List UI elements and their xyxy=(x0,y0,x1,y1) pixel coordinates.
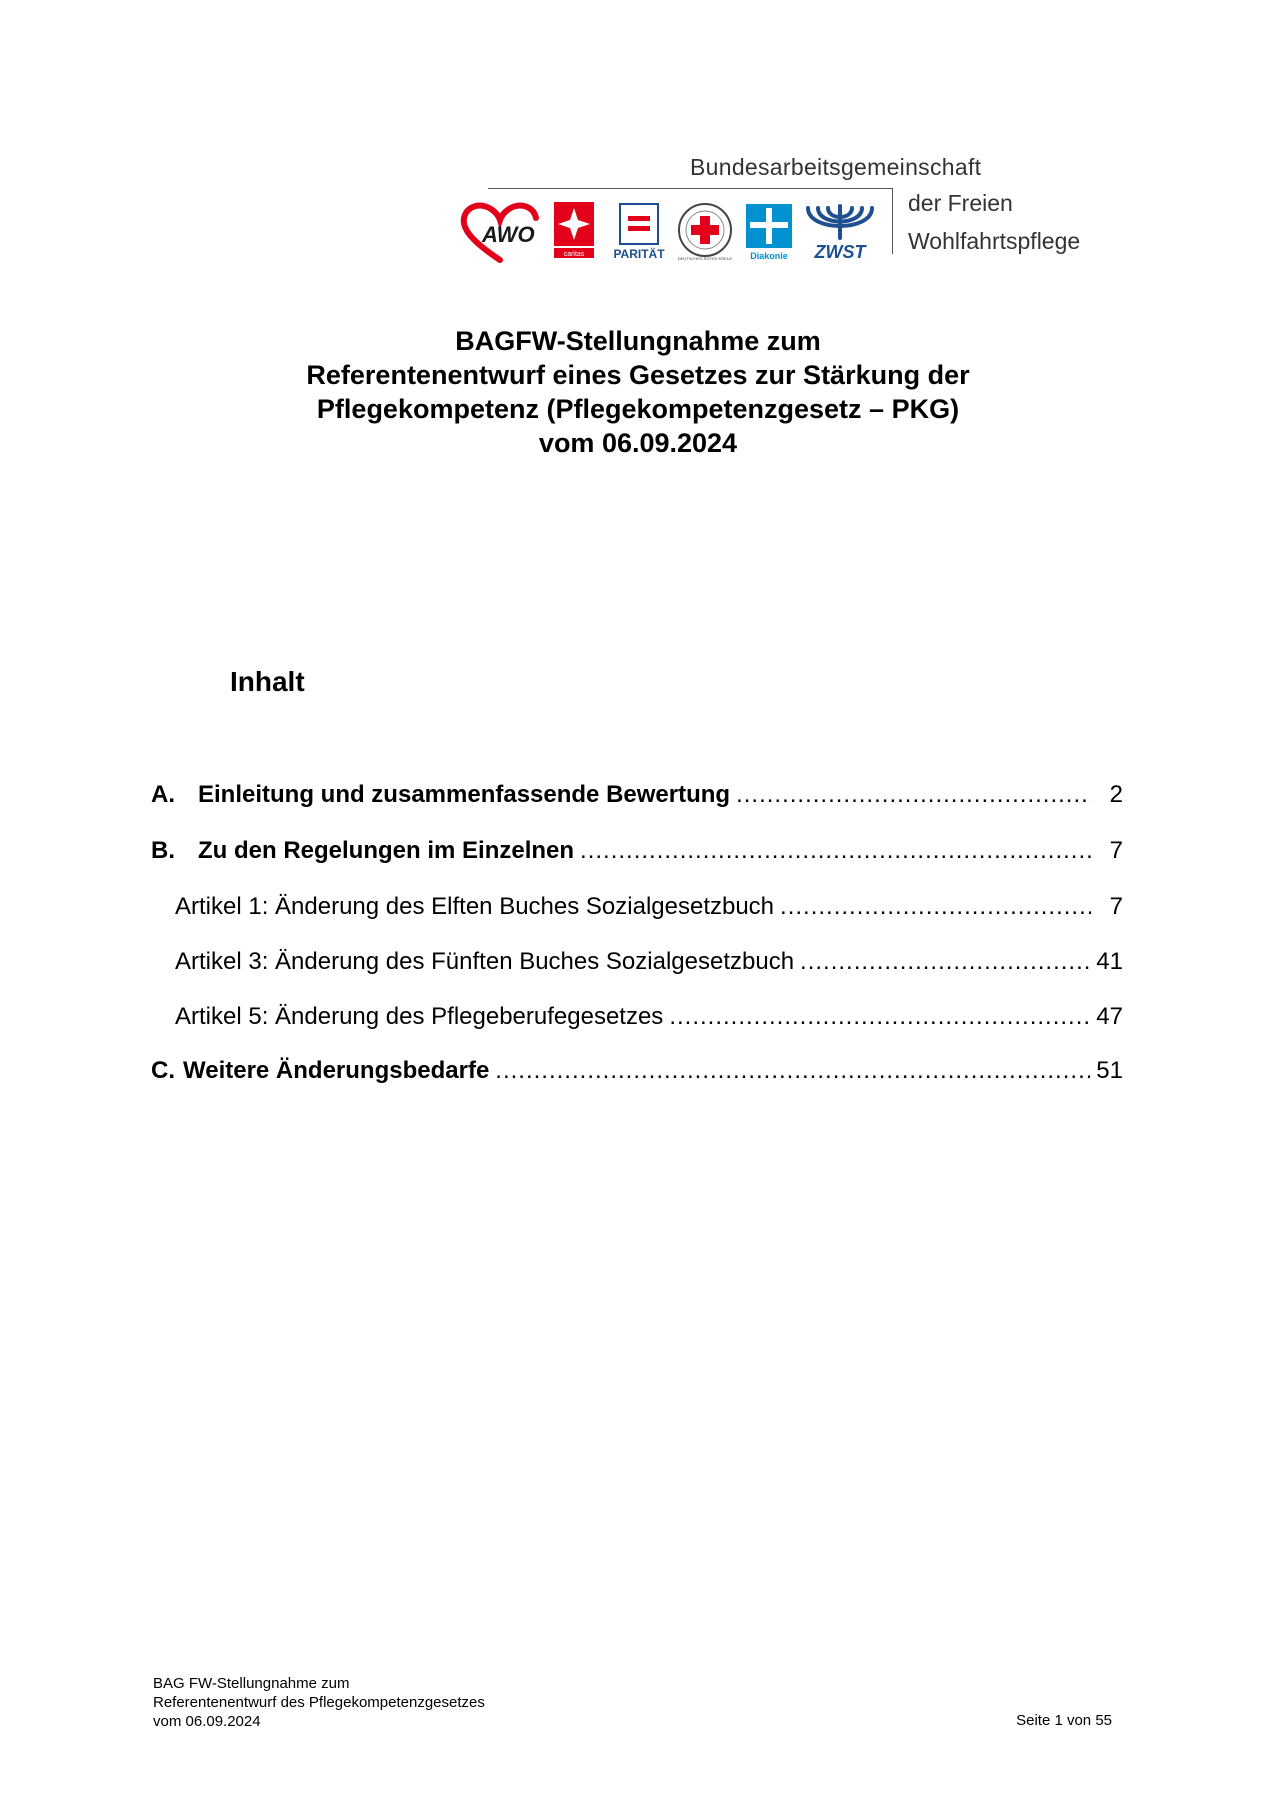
bagfw-logo-block xyxy=(460,150,1100,270)
diakonie-logo xyxy=(744,202,794,262)
toc-leader-dots xyxy=(669,1000,1090,1034)
title-line-4: vom 06.09.2024 xyxy=(538,428,738,458)
awo-logo xyxy=(460,202,542,264)
toc-entry-text: Einleitung und zusammenfassende Bewertung xyxy=(198,781,731,808)
toc-entry-a[interactable] xyxy=(151,778,1123,812)
diakonie-logo-text: Diakonie xyxy=(750,251,788,261)
toc-entry-text: Artikel 1: Änderung des Elften Buches Sozialgesetzbuch xyxy=(175,893,775,920)
toc-leader-dots xyxy=(736,778,1091,812)
toc-entry-letter: C. xyxy=(151,1057,175,1084)
toc-heading: Inhalt xyxy=(230,666,305,697)
title-line-3: Pflegekompetenz (Pflegekompetenzgesetz – PKG) xyxy=(316,394,960,424)
caritas-logo-text: caritas xyxy=(563,251,585,258)
footer-line-1: BAG FW-Stellungnahme zum xyxy=(153,1675,350,1692)
toc-entry-letter: A. xyxy=(151,781,175,808)
awo-logo-text: AWO xyxy=(482,222,535,247)
footer-line-2: Referentenentwurf des Pflegekompetenzgesetzes xyxy=(153,1694,485,1711)
toc-entry-text: Artikel 3: Änderung des Fünften Buches Sozialgesetzbuch xyxy=(175,948,795,975)
toc-entry-artikel-1[interactable] xyxy=(151,890,1123,924)
toc-entry-page: 51 xyxy=(1096,1057,1123,1084)
toc-entry-letter: B. xyxy=(151,837,175,864)
drk-logo-text: DEUTSCHES ROTES KREUZ xyxy=(677,256,733,261)
toc-entry-page: 7 xyxy=(1109,837,1123,864)
toc-entry-text: Zu den Regelungen im Einzelnen xyxy=(198,837,575,864)
toc-entry-artikel-3[interactable] xyxy=(151,945,1123,979)
zwst-logo xyxy=(802,202,878,262)
logo-divider-horizontal xyxy=(488,188,893,189)
toc-entry-text: Weitere Änderungsbedarfe xyxy=(183,1057,490,1084)
drk-logo xyxy=(675,202,735,262)
toc-entry-artikel-5[interactable] xyxy=(151,1000,1123,1034)
zwst-logo-text: ZWST xyxy=(814,242,866,262)
footer-page-number: Seite 1 von 55 xyxy=(1016,1712,1112,1729)
organization-name-line3: Wohlfahrtspflege xyxy=(908,228,1081,254)
document-title xyxy=(120,324,1156,460)
toc-entry-b[interactable] xyxy=(151,834,1123,868)
title-line-2: Referentenentwurf eines Gesetzes zur Stärkung der xyxy=(306,360,970,390)
caritas-logo xyxy=(552,202,596,260)
footer-document-info xyxy=(153,1674,485,1731)
toc-entry-page: 41 xyxy=(1096,948,1123,975)
toc-entry-c[interactable] xyxy=(151,1054,1123,1088)
toc-leader-dots xyxy=(800,945,1090,979)
toc-entry-page: 2 xyxy=(1109,781,1123,808)
toc-leader-dots xyxy=(780,890,1091,924)
footer-line-3: vom 06.09.2024 xyxy=(153,1713,261,1730)
organization-name-line1: Bundesarbeitsgemeinschaft xyxy=(690,154,982,180)
toc-leader-dots xyxy=(580,834,1091,868)
toc-entry-page: 7 xyxy=(1109,893,1123,920)
toc-entry-page: 47 xyxy=(1096,1003,1123,1030)
paritaet-logo xyxy=(608,202,670,262)
logo-divider-vertical xyxy=(892,188,893,254)
organization-name-line2: der Freien xyxy=(908,190,1013,216)
title-line-1: BAGFW-Stellungnahme zum xyxy=(455,326,821,356)
toc-entry-text: Artikel 5: Änderung des Pflegeberufegesetzes xyxy=(175,1003,664,1030)
paritaet-logo-text: PARITÄT xyxy=(613,247,665,261)
toc-leader-dots xyxy=(495,1054,1090,1088)
